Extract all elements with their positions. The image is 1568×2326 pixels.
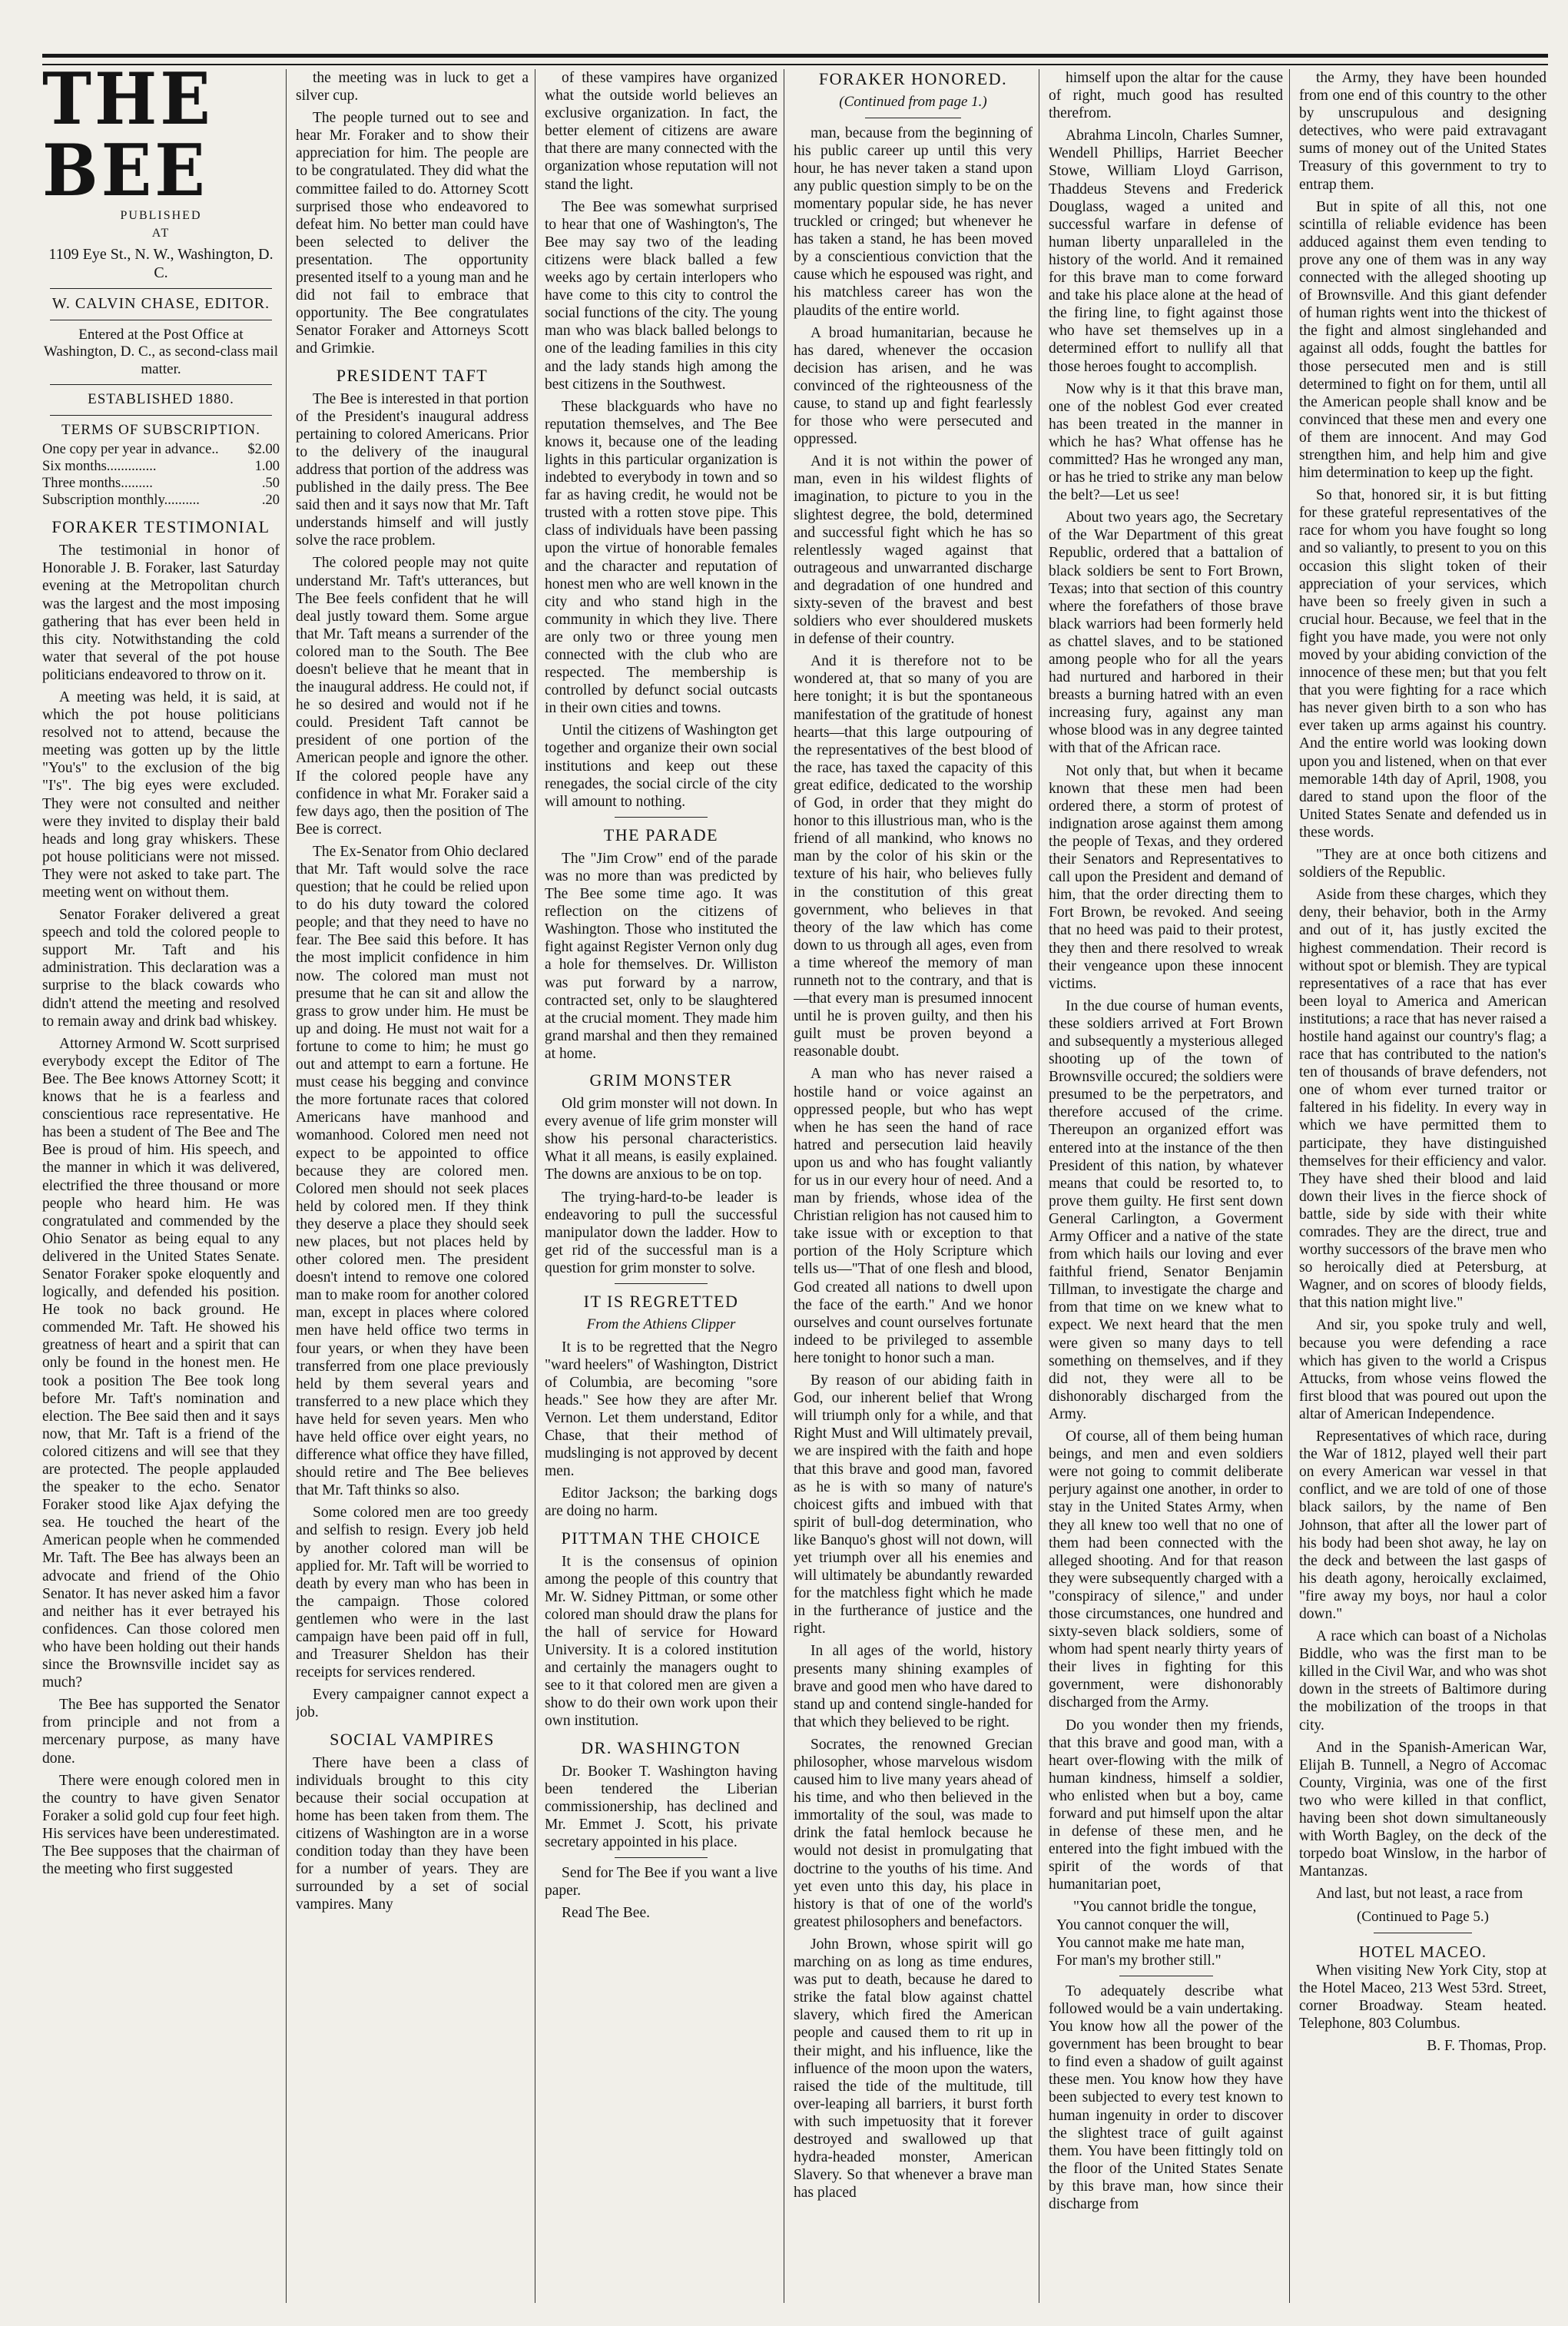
terms-table xyxy=(42,442,280,509)
article-paragraph: About two years ago, the Secretary of the War Department of this great Republic, ordered that a battalion of black soldiers be sent to Fort Brown, Texas; into that section of this country where the forefathers of those brave black warriors had been formerly held as chattel slaves, and to be stationed among people who for all the years had nurtured and harbored in their breasts a burning hatred with an even increasing fury, against any man whose blood was in any degree tainted with that of the African race. xyxy=(1049,509,1283,757)
published-label: PUBLISHED xyxy=(120,209,202,222)
article-paragraph: Of course, all of them being human beings, and men and even soldiers were not going to commit deliberate perjury against one another, in order to stay in the United States Army, when they all knew too well that no one of them had been connected with the alleged shooting. And for that reason they were subsequently charged with a "conspiracy of silence," and under those circumstances, one hundred and sixty-seven black soldiers, some of whom had spent nearly thirty years of their lives in fighting for this government, were dishonorably discharged from the Army. xyxy=(1049,1428,1283,1711)
headline-grim-monster: GRIM MONSTER xyxy=(589,1070,733,1090)
article-paragraph: A broad humanitarian, because he has dared, whenever the occasion decision has arisen, and he was convinced of the righteousness of the cause, to stand up and fight fearlessly for those who were persecuted and oppressed. xyxy=(794,324,1033,448)
column-6 xyxy=(1299,69,1553,2303)
article-paragraph: the Army, they have been hounded from one end of this country to the other by unscrupulous and designing detectives, who were paid extravagant sums of money out of the United States Treasury of this government to try to entrap them. xyxy=(1299,70,1546,193)
terms-price: 1.00 xyxy=(254,459,280,475)
article-paragraph: These blackguards who have no reputation themselves, and The Bee knows it, because one of the leading lights in this particular organization is indebted to everybody in town and so far as having credit, he would not be trusted with a rotten stove pipe. This class of individuals have been passing upon the virtue of honorable females and the character and reputation of honest men who are well known in the city and who stand high in the community in which they live. There are only two or three young men connected with the club who are respected. The membership is controlled by defunct social outcasts in their own cities and towns. xyxy=(545,398,777,717)
article-paragraph: And last, but not least, a race from xyxy=(1316,1886,1523,1903)
terms-label: Subscription monthly.......... xyxy=(42,493,200,509)
article-paragraph: And sir, you spoke truly and well, because you were defending a race which has given to the world a Crispus Attucks, from whose veins flowed the first blood that was poured out upon the altar of American Independence. xyxy=(1299,1317,1546,1422)
divider xyxy=(615,817,708,818)
established-line: ESTABLISHED 1880. xyxy=(88,391,234,408)
headline-the-parade: THE PARADE xyxy=(603,825,719,844)
article-paragraph: It is the consensus of opinion among the people of this country that Mr. W. Sidney Pittman, or some other colored man should draw the plans for the hall of service for Howard University. It is a colored institution and certainly the managers ought to see to it that colored men are given a show to do their own work upon their own institution. xyxy=(545,1553,777,1730)
article-paragraph: There were enough colored men in the country to have given Senator Foraker a solid gold cup four feet high. His services have been underestimated. The Bee supposes that the chairman of the meeting who first suggested xyxy=(42,1772,280,1878)
article-paragraph: And in the Spanish-American War, Elijah B. Tunnell, a Negro of Accomac County, Virginia, was one of the first two who were killed in that conflict, having been shot down simultaneously with Worth Bagley, on the deck of the torpedo boat Winslow, in the harbor of Mantanzas. xyxy=(1299,1739,1546,1880)
article-paragraph: But in spite of all this, not one scintilla of reliable evidence has been adduced against them even tending to prove any one of them was in any way connected with the alleged shooting up of Brownsville. And this giant defender of human rights went into the thickest of the fight and almost singlehanded and against all odds, fought the battles for those persecuted men and is still determined to fight on for them, until all the American people shall know and be convinced that these men and every one of them are innocent. And may God strengthen him, and help him and give him determination to keep up the fight. xyxy=(1299,198,1546,482)
article-paragraph: man, because from the beginning of his public career up until this very hour, he has never taken a stand upon any public question simply to be on the momentary popular side, he has never truckled or cringed; but whenever he has taken a stand, he has been moved by a conscientious conviction that the cause which he espoused was right, and his matchless career has won the plaudits of the entire world. xyxy=(794,124,1033,319)
headline-foraker-honored: FORAKER HONORED. xyxy=(818,69,1008,88)
newspaper-page xyxy=(42,0,1548,2326)
notice-send-for-bee: Send for The Bee if you want a live paper. xyxy=(545,1865,777,1900)
article-paragraph: himself upon the altar for the cause of right, much good has resulted therefrom. xyxy=(1049,70,1283,122)
article-paragraph: The colored people may not quite understand Mr. Taft's utterances, but The Bee feels confident that he will deal justly toward them. Some argue that Mr. Taft means a surrender of the colored man to the South. The Bee doesn't believe that he meant that in the inaugural address. He could not, if he so desired and would not if he could. President Taft cannot be president of one portion of the American people and ignore the other. If the colored people have any confidence in what Mr. Foraker said a few days ago, then the position of The Bee is correct. xyxy=(296,555,529,838)
headline-president-taft: PRESIDENT TAFT xyxy=(336,365,489,385)
article-paragraph: Some colored men are too greedy and selfish to resign. Every job held by another colored man will be applied for. Mr. Taft will be worried to death by every man who has been in the campaign. Those colored gentlemen who were in the last campaign have been paid off in full, and Treasurer Sheldon has their receipts for services rendered. xyxy=(296,1505,529,1681)
at-label: AT xyxy=(151,226,171,240)
divider xyxy=(50,415,272,416)
article-paragraph: To adequately describe what followed would be a vain undertaking. You know how all the power of the government has been brought to bear to find even a shadow of guilt against these men. You know how they have been subjected to every test known to human ingenuity in order to discover the slightest trace of guilt against them. You have been fittingly told on the floor of the United States Senate by this brave man, how since their discharge from xyxy=(1049,1983,1283,2212)
headline-social-vampires: SOCIAL VAMPIRES xyxy=(330,1729,495,1749)
article-paragraph: There have been a class of individuals brought to this city because their social occupation at home has been taken from them. The citizens of Washington are in a worse condition today than they have been for a number of years. They are surrounded by a set of social vampires. Many xyxy=(296,1754,529,1913)
terms-row xyxy=(42,459,280,476)
article-paragraph: And it is therefore not to be wondered at, that so many of you are here tonight; it is but the spontaneous manifestation of the gratitude of honest hearts—that this large outpouring of the representatives of the best blood of the race, has taxed the capacity of this great edifice, dedicated to the worship of God, in order that they might do honor to this illustrious man, who is the friend of all mankind, who knows no man by the color of his skin or the texture of his hair, who believes fully in the constitution of this great government, who believes in that theory of the law which has come down to us through all ages, even from a time whereof the memory of man runneth not to the contrary, and that is—that every man is presumed innocent until he is proven guilty, and then his guilt must be proven beyond a reasonable doubt. xyxy=(794,653,1033,1060)
article-paragraph: So that, honored sir, it is but fitting for these grateful representatives of the race for whom you have fought so long and so valiantly, to present to you on this occasion this slight token of their appreciation of your services, which have been so freely given in such a crucial hour. Because, we feel that in the fight you have made, you were not only moved by your abiding conviction of the innocence of these men; but that you felt that you were fighting for a race which has never given birth to a son who has ever taken up arms against his country. And the entire world was looking down upon you and listened, when on that ever memorable 14th day of April, 1908, you dared to stand upon the floor of the United States Senate and defended us in these words. xyxy=(1299,487,1546,841)
ad-hotel-maceo-proprietor: B. F. Thomas, Prop. xyxy=(1427,2038,1546,2055)
column-3 xyxy=(545,69,784,2303)
article-paragraph: It is to be regretted that the Negro "ward heelers" of Washington, District of Columbia, are becoming "sore heads." See how they are after Mr. Vernon. Let them understand, Editor Chase, that their method of mudslinging is not approved by decent men. xyxy=(545,1339,777,1480)
terms-title: TERMS OF SUBSCRIPTION. xyxy=(61,421,261,438)
article-paragraph: Dr. Booker T. Washington having been tendered the Liberian commissionership, has declined and Mr. Emmet J. Scott, his private secretary appointed in his place. xyxy=(545,1763,777,1850)
continued-to: (Continued to Page 5.) xyxy=(1356,1909,1490,1926)
article-paragraph: "They are at once both citizens and soldiers of the Republic. xyxy=(1299,847,1546,881)
article-paragraph: the meeting was in luck to get a silver cup. xyxy=(296,70,529,105)
article-paragraph: The people turned out to see and hear Mr. Foraker and to show their appreciation for him. The people are to be congratulated. They did what the committee failed to do. Attorney Scott surprised those who endeavored to defeat him. No better man could have been selected to deliver the presentation. The opportunity presented itself to a young man and he did not fail to embrace that opportunity. The Bee congratulates Senator Foraker and Attorneys Scott and Grimkie. xyxy=(296,110,529,357)
ad-hotel-maceo-title: HOTEL MACEO. xyxy=(1358,1942,1487,1961)
article-paragraph: A man who has never raised a hostile hand or voice against an oppressed people, but who has wept when he has seen the hand of race hatred and persecution laid heavily upon us and who has fought valiantly for us in our every hour of need. And a man by friends, whose idea of the Christian religion has not caused him to take issue with or exception to that portion of the Holy Scripture which tells us—"That of one flesh and blood, God created all nations to dwell upon the face of the earth." And we honor ourselves and count ourselves fortunate indeed to be privileged to assemble here tonight to honor such a man. xyxy=(794,1066,1033,1366)
article-paragraph: A meeting was held, it is said, at which the pot house politicians resolved not to attend, because the meeting was gotten up by the little "You's" to the exclusion of the big "I's". The big eyes were excluded. They were not consulted and neither were they invited to display their bald heads and long gray whiskers. These pot house politicians were not missed. They were not asked to take part. The meeting went on without them. xyxy=(42,689,280,901)
article-paragraph: Old grim monster will not down. In every avenue of life grim monster will show his personal characteristics. What it all means, is easily explained. The downs are anxious to be on top. xyxy=(545,1096,777,1183)
terms-label: One copy per year in advance.. xyxy=(42,442,219,458)
entered-notice: Entered at the Post Office at Washington, D. C., as second-class mail matter. xyxy=(43,326,279,377)
continued-from: (Continued from page 1.) xyxy=(839,94,987,111)
headline-dr-washington: DR. WASHINGTON xyxy=(581,1737,741,1757)
article-paragraph: Aside from these charges, which they deny, their behavior, both in the Army and out of it, has justly excited the highest commendation. Their record is without spot or blemish. They are typical representatives of a race that has ever been loyal to America and American institutions; a race that has never raised a hostile hand against our country's flag; a race that has contributed to the nation's ten of thousands of brave defenders, not one of whom ever turned traitor or faltered in his fidelity. In every way in which we have permitted them to participate, they have distinguished themselves for their efficiency and valor. They have shed their blood and laid down their lives in the fierce shock of battle, side by side with their white comrades. They are the direct, true and worthy successors of the brave men who so heroically died at Petersburg, at Wagner, and on scores of bloody fields, that this nation might live." xyxy=(1299,887,1546,1312)
column-4 xyxy=(794,69,1039,2303)
article-paragraph: The Bee was somewhat surprised to hear that one of Washington's, The Bee may say two of the leading citizens were black balled a few weeks ago by certain interlopers who have come to this city to control the social functions of the city. The young man who was black balled belongs to one of the leading families in this city and the lady stands high among the best citizens in the Southwest. xyxy=(545,198,777,393)
article-paragraph: The Bee has supported the Senator from principle and not from a mercenary purpose, as many have done. xyxy=(42,1697,280,1767)
headline-it-is-regretted: IT IS REGRETTED xyxy=(583,1292,739,1312)
article-paragraph: By reason of our abiding faith in God, our inherent belief that Wrong will triumph only for a while, and that Right Must and Will ultimately prevail, we are inspired with the faith and hope that this brave and good man, favored as he is with so many of nature's choicest gifts and imbued with that spirit of bull-dog determination, who like Banquo's ghost will not down, will yet triumph over all his enemies and will ultimately be abundantly rewarded for the matchless fight which he made in the furtherance of justice and the right. xyxy=(794,1372,1033,1637)
article-paragraph: The Bee is interested in that portion of the President's inaugural address pertaining to colored Americans. Prior to the delivery of the inaugural address that portion of the address was published in the daily press. The Bee said then and it says now that Mr. Taft understands himself and will justly solve the race problem. xyxy=(296,390,529,549)
article-paragraph: In the due course of human events, these soldiers arrived at Fort Brown and subsequently a mysterious alleged shooting up of the town of Brownsville occured; the soldiers were presumed to be the perpetrators, and therefore accused of the crime. Thereupon an organized effort was entered into at the instance of the then President of this nation, by whatever means that could be resorted to, to prove them guilty. He first sent down General Carlington, a Goverment Army Officer and a native of the state from which hails our loving and ever faithful friend, Senator Benjamin Tillman, to investigate the charge and from that time on we knew what to expect. We next heard that the men were given so many days to tell something on themselves, and if they did not, they were all to be dishonorably discharged from the Army. xyxy=(1049,997,1283,1422)
poem-quote: "You cannot bridle the tongue, You cannot conquer the will, You cannot make me hate man, For man's my brother still." xyxy=(1056,1899,1257,1969)
divider xyxy=(50,384,272,385)
article-paragraph: The "Jim Crow" end of the parade was no more than was predicted by The Bee some time ago. It was reflection on the citizens of Washington. Those who instituted the fight against Register Vernon only dug a hole for themselves. Dr. Williston was put forward by a narrow, contracted set, only to be slaughtered at the crucial moment. They made him grand marshal and then they remained at home. xyxy=(545,850,777,1062)
subhead-source: From the Athiens Clipper xyxy=(586,1316,736,1333)
column-5 xyxy=(1049,69,1290,2303)
article-paragraph: In all ages of the world, history presents many shining examples of brave and good men who have dared to stand up and contend single-handed for that which they believed to be right. xyxy=(794,1643,1033,1730)
terms-label: Three months......... xyxy=(42,476,153,492)
article-paragraph: of these vampires have organized what the outside world believes an exclusive organization. In fact, the better element of citizens are aware that there are many connected with the organization whose reputation will not stand the light. xyxy=(545,70,777,193)
notice-read-bee: Read The Bee. xyxy=(562,1905,650,1922)
terms-label: Six months.............. xyxy=(42,459,157,475)
divider xyxy=(615,1283,708,1284)
article-paragraph: The Ex-Senator from Ohio declared that Mr. Taft would solve the race question; that he could be relied upon to do his duty toward the colored people; and that they need to have no fear. The Bee said this before. It has the most implicit confidence in him now. The colored man must not presume that he can sit and allow the grass to grow under him. He must be up and doing. He must not wait for a fortune to come to him; he must go out and attempt to earn a fortune. He must cease his begging and convince the more fortunate races that colored Americans have manhood and womanhood. Colored men need not expect to be appointed to office because they are colored men. Colored men should not seek places held by colored men. If they think they deserve a place they should seek new places, but not places held by other colored men. The president doesn't intend to remove one colored man to make room for another colored man, except in places where colored men have held office two terms in four years, or when they have been transferred from one place previously held by them several years and transferred to a new place which they have held for seven years. Men who have held office over eight years, no difference what office they have filled, should retire and The Bee believes that Mr. Taft thinks so also. xyxy=(296,843,529,1499)
article-paragraph: Abrahma Lincoln, Charles Sumner, Wendell Phillips, Harriet Beecher Stowe, William Lloyd Garrison, Thaddeus Stevens and Frederick Douglass, waged a united and successful warfare in defense of human liberty unparalleled in the history of the world. And it remained for this brave man to come forward and take his place alone at the head of the firing line, to fight against those who have set themselves up in a determined effort to nullify all that those heroes fought to accomplish. xyxy=(1049,128,1283,375)
divider xyxy=(615,1857,708,1858)
article-paragraph: The trying-hard-to-be leader is endeavoring to pull the successful manipulator down the ladder. How to get rid of the successful man is a question for grim monster to solve. xyxy=(545,1189,777,1276)
ad-hotel-maceo-text: When visiting New York City, stop at the Hotel Maceo, 213 West 53rd. Street, corner Broadway. Steam heated. Telephone, 803 Columbus. xyxy=(1299,1962,1546,2032)
columns xyxy=(42,69,1548,2303)
headline-pittman-the-choice: PITTMAN THE CHOICE xyxy=(561,1528,761,1548)
headline-foraker-testimonial: FORAKER TESTIMONIAL xyxy=(51,517,270,537)
terms-row xyxy=(42,493,280,509)
article-paragraph: Editor Jackson; the barking dogs are doing no harm. xyxy=(545,1485,777,1520)
article-paragraph: Now why is it that this brave man, one of the noblest God ever created has been treated in the manner in which he has? What offense has he committed? Has he wronged any man, or has he tried to strike any man below the belt?—Let us see! xyxy=(1049,380,1283,504)
article-paragraph: Until the citizens of Washington get together and organize their own social institutions and keep out these renegades, the social circle of the city will amount to nothing. xyxy=(545,722,777,810)
article-paragraph: Do you wonder then my friends, that this brave and good man, with a heart over-flowing with the milk of human kindness, himself a soldier, who enlisted when but a boy, came forward and put himself upon the altar in defense of these men, and he entered into the fight imbued with the spirit of the words of that humanitarian poet, xyxy=(1049,1717,1283,1893)
column-2 xyxy=(296,69,535,2303)
top-rule xyxy=(42,54,1548,65)
article-paragraph: Socrates, the renowned Grecian philosopher, whose marvelous wisdom caused him to live many years ahead of his time, and who then believed in the immortality of the soul, was made to drink the fatal hemlock because he would not desist in promulgating that doctrine to the youths of his time. And yet even unto this day, his place in history is that of one of the world's greatest philosophers and benefactors. xyxy=(794,1736,1033,1930)
terms-price: $2.00 xyxy=(247,442,280,458)
article-paragraph: Not only that, but when it became known that these men had been ordered there, a storm of protest of indignation arose against them among the people of Texas, and they ordered their Senators and Representatives to call upon the President and demand of him, that the order directing them to Fort Brown, be revoked. And seeing that no heed was paid to their protest, they then and there resolved to wreak their vengeance upon these innocent victims. xyxy=(1049,762,1283,992)
editor-line: W. CALVIN CHASE, EDITOR. xyxy=(51,295,270,313)
terms-row xyxy=(42,476,280,493)
terms-row xyxy=(42,442,280,459)
divider xyxy=(50,288,272,289)
publisher-address: 1109 Eye St., N. W., Washington, D. C. xyxy=(48,245,273,281)
masthead: THE BEE xyxy=(42,69,214,213)
article-paragraph: A race which can boast of a Nicholas Biddle, who was the first man to be killed in the Civil War, and who was shot down in the streets of Baltimore during the mobilization of the troops in that city. xyxy=(1299,1628,1546,1734)
article-paragraph: Representatives of which race, during the War of 1812, played well their part on every American war vessel in that conflict, and we are told of one of those black sailors, by the name of Ben Johnson, that after all the lower part of his body had been shot away, he lay on the deck and between the last gasps of his death agony, heroically exclaimed, "fire away my boys, nor haul a color down." xyxy=(1299,1428,1546,1622)
article-paragraph: Attorney Armond W. Scott surprised everybody except the Editor of The Bee. The Bee knows Attorney Scott; it knows that he is a fearless and conscientious race representative. He has been a student of The Bee and The Bee is proud of him. His speech, and the manner in which it was delivered, electrified the three thousand or more people who heard him. He was congratulated and commended by the Ohio Senator as being equal to any delivered in the United States Senate. Senator Foraker spoke eloquently and logically, and defended his position. He took no back ground. He commended Mr. Taft. He showed his greatness of heart and a spirit that can only be found in the honest men. He took a position The Bee took long before Mr. Taft's nomination and election. The Bee said then and it says now, that Mr. Taft is a friend of the colored citizens and will see that they are protected. The people applauded the speaker to the echo. Senator Foraker stood like Ajax defying the sea. He touched the heart of the American people when he commended Mr. Taft. The Bee has always been an advocate and friend of the Ohio Senator. It has never asked him a favor and neither has it ever betrayed his confidences. Can those colored men who have been holding out their hands since the Brownsville incidet say as much? xyxy=(42,1035,280,1691)
article-paragraph: Senator Foraker delivered a great speech and told the colored people to support Mr. Taft and his administration. This declaration was a surprise to the black cowards who didn't attend the meeting and resolved to remain away and drink bad whiskey. xyxy=(42,907,280,1030)
article-paragraph: John Brown, whose spirit will go marching on as long as time endures, was put to death, because he dared to strike the fatal blow against chattel slavery, which fired the American people and caused them to rit up in their might, and his influence, like the influence of the moon upon the waters, raised the tide of the multitude, till over-leaping all barriers, it burst forth with such impetuosity that it forever destroyed and swallowed up that hydra-headed monster, American Slavery. So that whenever a brave man has placed xyxy=(794,1936,1033,2202)
terms-price: .50 xyxy=(261,476,280,492)
article-paragraph: Every campaigner cannot expect a job. xyxy=(296,1687,529,1721)
terms-price: .20 xyxy=(261,493,280,509)
article-paragraph: The testimonial in honor of Honorable J. B. Foraker, last Saturday evening at the Metropolitan church was the largest and the most imposing gathering that has ever been held in this city. Notwithstanding the cold water that several of the pot house politicians endeavored to throw on it. xyxy=(42,543,280,683)
column-1 xyxy=(42,69,287,2303)
article-paragraph: And it is not within the power of man, even in his wildest flights of imagination, to picture to you in the slightest degree, the bold, determined and successful fight which he has so relentlessly waged against that outrageous and unwarranted discharge and degradation of one hundred and sixty-seven of the bravest and best soldiers who ever shouldered muskets in defense of their country. xyxy=(794,453,1033,648)
